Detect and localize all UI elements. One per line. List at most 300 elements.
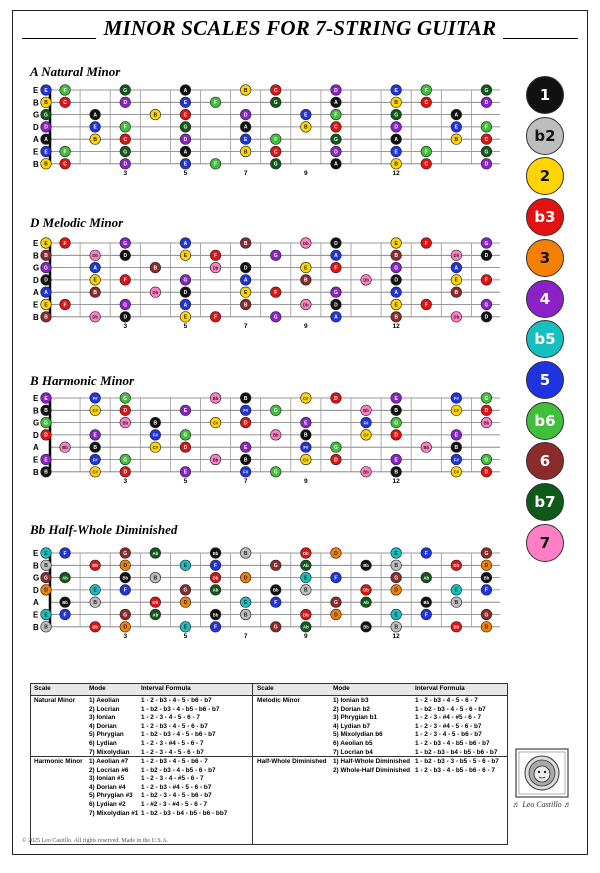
note-label: D [183, 290, 188, 296]
note-label: B [243, 87, 248, 94]
table-cell: 1 - 2 - 3 - 4 - #5 - 6 - 7 [141, 775, 204, 783]
table-cell: 5) Phrygian #3 [89, 792, 133, 800]
note-label: D [243, 112, 248, 119]
note-label: D [484, 314, 489, 321]
note-label: G [484, 87, 489, 94]
note-label: E [183, 469, 188, 476]
legend-swatch: 5 [526, 361, 564, 399]
note-label: C# [92, 408, 98, 414]
natural-minor-modes [89, 697, 129, 757]
mode-interval-table [30, 683, 508, 845]
note-label: B [153, 112, 158, 119]
header-scale-left: Scale [34, 685, 51, 692]
note-label: G [123, 240, 128, 247]
note-label: F [484, 124, 488, 131]
note-label: A [183, 149, 188, 156]
header-mode-left: Mode [89, 685, 106, 692]
note-label: E [304, 420, 308, 427]
table-cell: 1 - b2 - b3 - b4 - b5 - b6 - b7 [415, 748, 498, 756]
note-label: D [243, 575, 248, 582]
string-label: G [33, 263, 40, 273]
note-label: B [44, 314, 48, 321]
note-label: C [273, 87, 278, 94]
note-label: Bb [272, 587, 279, 593]
fret-number: 3 [123, 477, 128, 485]
note-label: G [334, 137, 338, 143]
string-label: E [33, 147, 39, 157]
table-cell: 1 - #2 - 3 - #4 - 5 - 6 - 7 [141, 800, 208, 808]
note-label: C [334, 124, 338, 131]
table-cell: 6) Lydian [89, 739, 117, 747]
note-label: B [243, 395, 248, 402]
note-label: E [304, 112, 308, 119]
note-label: E [243, 445, 248, 451]
fret-number: 3 [123, 322, 128, 330]
fret-number: 5 [183, 322, 188, 330]
note-label: C [484, 137, 489, 143]
table-cell: 1 - b2 - b3 - b4 - b5 - b6 - bb7 [141, 809, 228, 817]
section-title-b-harmonic-minor: B Harmonic Minor [30, 373, 135, 388]
note-label: B [454, 445, 459, 451]
note-label: E [394, 240, 398, 247]
note-label: E [243, 600, 248, 606]
note-label: F [214, 563, 218, 570]
note-label: D [334, 149, 338, 156]
note-label: Ab [363, 600, 369, 605]
note-label: F# [92, 395, 98, 401]
note-label: E [394, 87, 398, 94]
note-label: D [484, 469, 489, 476]
note-label: Bb [272, 432, 279, 438]
note-label: D [123, 314, 128, 321]
table-cell: 1 - b2 - b3 - 4 - 5 - b6 - b7 [141, 731, 216, 739]
note-label: E [44, 87, 48, 94]
note-label: D [44, 587, 48, 594]
section-title-a-natural-minor: A Natural Minor [30, 64, 121, 79]
header-formula-right: Interval Formula [415, 685, 465, 692]
note-label: E [93, 587, 97, 594]
note-label: B [44, 624, 48, 631]
note-label: C# [453, 408, 460, 414]
copyright-notice: © 2025 Leo Castillo. All rights reserved. Made in the U.S.A. [22, 838, 169, 844]
header-scale-right: Scale [257, 685, 274, 692]
note-label: F [214, 253, 218, 260]
table-cell: 1 - 2 - b3 - 4 - b5 - b6 - b7 [415, 739, 490, 747]
note-label: Bb [62, 600, 68, 605]
note-label: F [123, 124, 127, 131]
note-label: G [44, 420, 48, 427]
note-label: B [394, 408, 398, 415]
fret-number: 5 [183, 477, 188, 485]
logo-caption: ♬ Leo Castillo ♬ [512, 800, 572, 809]
note-label: Bb [212, 550, 219, 556]
note-label: B [44, 408, 48, 415]
note-label: F [63, 240, 67, 247]
table-cell: 1 - 2 - b3 - 4 - 5 - b6 - b7 [141, 697, 212, 704]
note-label: G [273, 408, 278, 415]
string-label: E [33, 610, 39, 620]
note-label: Bb [363, 563, 369, 569]
note-label: B [93, 290, 97, 296]
note-label: F [424, 302, 428, 309]
table-cell: 1 - 2 - 3 - #4 - 5 - 6 - 7 [141, 739, 204, 747]
note-label: Bb [483, 575, 490, 581]
note-label: D [394, 124, 398, 131]
note-label: B [454, 137, 459, 143]
note-label: G [484, 240, 489, 247]
harmonic-minor-modes [89, 758, 138, 818]
natural-minor-formulas [141, 697, 219, 757]
fret-number: 5 [183, 632, 188, 640]
note-label: G [273, 314, 278, 321]
note-label: Db [92, 253, 98, 259]
fret-number: 12 [392, 169, 400, 177]
string-label: D [33, 275, 39, 285]
note-label: Db [92, 314, 98, 320]
string-label: E [33, 239, 39, 248]
string-label: E [33, 394, 39, 403]
fret-number: 5 [183, 169, 188, 177]
note-label: Bb [212, 395, 219, 401]
table-cell: 7) Mixolydian [89, 748, 130, 756]
table-cell: 3) Phrygian b1 [333, 714, 378, 722]
note-label: G [394, 420, 399, 427]
note-label: A [183, 302, 188, 309]
note-label: F [424, 240, 428, 247]
note-label: Ab [423, 575, 430, 581]
note-label: D [394, 587, 398, 594]
note-label: G [273, 161, 278, 168]
note-label: E [93, 277, 97, 284]
fret-number: 9 [304, 477, 308, 485]
note-label: D [484, 100, 489, 107]
note-label: D [44, 432, 48, 439]
table-cell: 1 - 2 - 3 - 4 - 5 - 6 - 7 [141, 714, 200, 722]
note-label: Db [303, 612, 309, 618]
note-label: F# [303, 445, 309, 450]
string-label: A [33, 135, 39, 145]
note-label: D [484, 408, 489, 415]
string-label: B [33, 98, 39, 108]
note-label: B [304, 432, 308, 439]
fret-number: 7 [243, 477, 248, 485]
note-label: Ab [152, 550, 159, 556]
note-label: D [243, 420, 248, 427]
note-label: F [424, 612, 428, 619]
note-label: E [183, 563, 188, 570]
note-label: F [274, 600, 278, 606]
note-label: C# [212, 420, 219, 426]
legend-swatch: b3 [526, 198, 564, 236]
note-label: G [183, 432, 188, 439]
note-label: Bb [363, 469, 369, 475]
note-label: G [123, 87, 128, 94]
note-label: Db [453, 624, 460, 630]
note-label: E [454, 587, 459, 594]
note-label: Db [212, 575, 219, 581]
note-label: B [243, 612, 248, 619]
note-label: G [123, 302, 128, 309]
note-label: G [484, 395, 489, 402]
note-label: E [394, 457, 398, 464]
string-label: B [33, 312, 39, 322]
note-label: E [44, 149, 48, 156]
table-cell: 1 - 2 - b3 - 4 - b5 - b6 - 6 - 7 [415, 766, 495, 774]
note-label: B [394, 100, 398, 107]
note-label: E [44, 612, 48, 619]
note-label: A [394, 290, 398, 296]
note-label: A [44, 137, 48, 143]
note-label: B [44, 253, 48, 260]
fretboard-a-natural-minor [30, 82, 500, 192]
note-label: B [243, 240, 248, 247]
legend-swatch: b7 [526, 483, 564, 521]
note-label: E [44, 550, 48, 557]
note-label: F# [92, 457, 98, 463]
note-label: E [243, 290, 248, 296]
note-label: E [394, 302, 398, 309]
legend-swatch: b5 [526, 320, 564, 358]
note-label: B [304, 277, 308, 284]
note-label: C# [453, 469, 460, 475]
note-label: D [183, 137, 188, 143]
note-label: B [304, 587, 308, 594]
note-label: B [44, 100, 48, 107]
fret-number: 7 [243, 632, 248, 640]
note-label: F [424, 87, 428, 94]
note-label: B [153, 265, 158, 272]
note-label: G [334, 600, 338, 606]
note-label: B [394, 253, 398, 260]
note-label: D [334, 302, 338, 309]
note-label: D [394, 277, 398, 284]
string-label: G [33, 418, 40, 428]
note-label: D [484, 563, 489, 570]
fretboard-b-harmonic-minor [30, 390, 500, 500]
string-label: G [33, 110, 40, 120]
note-label: A [183, 240, 188, 247]
note-label: E [183, 624, 188, 631]
note-label: G [183, 587, 188, 594]
note-label: B [394, 314, 398, 321]
note-label: B [454, 600, 459, 606]
note-label: C [273, 149, 278, 156]
note-label: B [243, 149, 248, 156]
note-label: F# [152, 432, 158, 438]
note-label: B [93, 137, 97, 143]
table-cell: 1) Aeolian #7 [89, 758, 129, 765]
note-label: B [394, 469, 398, 476]
table-cell: 2) Whole-Half Diminished [333, 766, 411, 774]
table-cell: 7) Locrian b4 [333, 748, 373, 756]
note-label: F# [243, 469, 249, 475]
note-label: Db [453, 563, 460, 569]
note-label: C [63, 100, 67, 107]
table-cell: 6) Aeolian b5 [333, 739, 373, 747]
note-label: D [334, 240, 338, 247]
string-label: E [33, 300, 39, 310]
note-label: F [214, 624, 218, 631]
harmonic-minor-formulas [141, 758, 227, 818]
table-cell: 1) Aeolian [89, 697, 120, 704]
note-label: D [334, 457, 338, 464]
note-label: B [153, 575, 158, 582]
note-label: D [123, 469, 128, 476]
note-label: F [424, 550, 428, 557]
note-label: G [484, 149, 489, 156]
table-cell: 4) Lydian b7 [333, 722, 371, 730]
note-label: C [183, 112, 188, 119]
note-label: D [484, 624, 489, 631]
note-label: A [334, 100, 338, 107]
note-label: B [394, 563, 398, 570]
legend-swatch: b6 [526, 402, 564, 440]
note-label: F [63, 149, 67, 156]
note-label: F# [363, 420, 369, 426]
note-label: A [93, 112, 97, 119]
note-label: B [93, 445, 97, 451]
note-label: F [424, 149, 428, 156]
note-label: Ab [303, 624, 309, 630]
scale-harmonic-minor: Harmonic Minor [34, 758, 83, 765]
note-label: D [123, 563, 128, 570]
note-label: Bb [122, 420, 129, 426]
note-label: B [454, 290, 459, 296]
note-label: G [123, 457, 128, 464]
note-label: E [93, 432, 97, 439]
string-label: E [33, 86, 39, 95]
note-label: E [183, 253, 188, 260]
note-label: D [123, 408, 128, 415]
note-label: Db [303, 302, 309, 308]
note-label: F [63, 612, 67, 619]
note-label: F [334, 265, 338, 272]
note-label: G [183, 277, 188, 284]
note-label: E [454, 277, 459, 284]
string-label: D [33, 122, 39, 132]
note-label: C# [303, 457, 309, 463]
string-label: A [33, 288, 39, 298]
note-label: E [44, 302, 48, 309]
legend-swatch: 3 [526, 239, 564, 277]
page-title: MINOR SCALES FOR 7-STRING GUITAR [103, 16, 497, 40]
note-label: E [394, 395, 398, 402]
string-label: B [33, 561, 39, 571]
note-label: C [424, 100, 429, 107]
string-label: E [33, 455, 39, 465]
note-label: G [334, 445, 338, 451]
section-title-bb-half-whole-diminished: Bb Half-Whole Diminished [30, 522, 178, 537]
note-label: F [63, 87, 67, 94]
note-label: F# [243, 408, 249, 414]
fretboard-bb-half-whole-diminished [30, 545, 500, 655]
note-label: F [274, 290, 278, 296]
note-label: B [44, 161, 48, 168]
note-label: A [243, 277, 248, 284]
note-label: Bb [363, 408, 369, 414]
note-label: C# [92, 469, 98, 475]
note-label: A [44, 290, 48, 296]
note-label: E [304, 575, 308, 582]
note-label: C [123, 137, 128, 143]
note-label: E [394, 612, 398, 619]
note-label: G [394, 575, 399, 582]
header-mode-right: Mode [333, 685, 350, 692]
table-cell: 1 - 2 - b3 - 4 - 5 - 6 - b7 [141, 722, 208, 730]
table-cell: 3) Ionian #5 [89, 775, 125, 783]
note-label: G [44, 265, 48, 272]
note-label: G [394, 265, 399, 272]
string-label: B [33, 159, 39, 169]
note-label: E [44, 240, 48, 247]
note-label: E [93, 124, 97, 131]
note-label: E [183, 408, 188, 415]
legend-swatch: b2 [526, 117, 564, 155]
note-label: G [44, 575, 48, 582]
melodic-minor-modes [333, 697, 383, 757]
note-label: E [183, 161, 188, 168]
note-label: E [183, 314, 188, 321]
note-label: D [484, 253, 489, 260]
note-label: E [454, 432, 459, 439]
table-cell: 1 - 2 - b3 - #4 - 5 - 6 - b7 [141, 783, 212, 791]
note-label: Db [152, 600, 159, 605]
note-label: G [123, 550, 128, 557]
table-cell: 1 - b2 - 3 - 4 - 5 - b6 - b7 [141, 792, 212, 800]
note-label: Bb [423, 445, 430, 450]
section-title-d-melodic-minor: D Melodic Minor [30, 215, 124, 230]
table-cell: 2) Locrian #6 [89, 766, 129, 774]
table-cell: 5) Mixolydian b6 [333, 731, 383, 739]
note-label: A [454, 112, 459, 119]
fret-number: 7 [243, 322, 248, 330]
note-label: A [454, 265, 459, 272]
note-label: F [274, 137, 278, 143]
note-label: B [44, 469, 48, 476]
note-label: A [334, 161, 338, 168]
note-label: D [44, 277, 48, 284]
fret-number: 9 [304, 169, 308, 177]
string-label: B [33, 622, 39, 632]
fret-number: 12 [392, 477, 400, 485]
note-label: F [63, 550, 67, 557]
note-label: Bb [122, 575, 129, 581]
note-label: Bb [483, 420, 490, 426]
note-label: D [334, 395, 338, 402]
note-label: B [153, 420, 158, 427]
note-label: F [334, 575, 338, 582]
table-divider [252, 684, 253, 844]
note-label: G [484, 612, 489, 619]
note-label: F [214, 100, 218, 107]
note-label: C# [363, 432, 369, 438]
string-label: B [33, 251, 39, 261]
legend-swatch: 4 [526, 280, 564, 318]
note-label: G [334, 290, 338, 296]
table-cell: 4) Dorian [89, 722, 117, 730]
note-label: Bb [62, 445, 68, 450]
string-label: A [33, 443, 39, 453]
note-label: G [44, 112, 48, 119]
table-cell: 3) Ionian [89, 714, 116, 722]
melodic-minor-formulas [415, 697, 497, 757]
note-label: E [304, 265, 308, 272]
note-label: Bb [212, 612, 219, 618]
note-label: G [273, 624, 278, 631]
table-cell: 1 - 2 - 3 - #4 - #5 - 6 - 7 [415, 714, 482, 722]
leo-castillo-lion-logo [515, 748, 569, 798]
scale-natural-minor: Natural Minor [34, 697, 76, 704]
